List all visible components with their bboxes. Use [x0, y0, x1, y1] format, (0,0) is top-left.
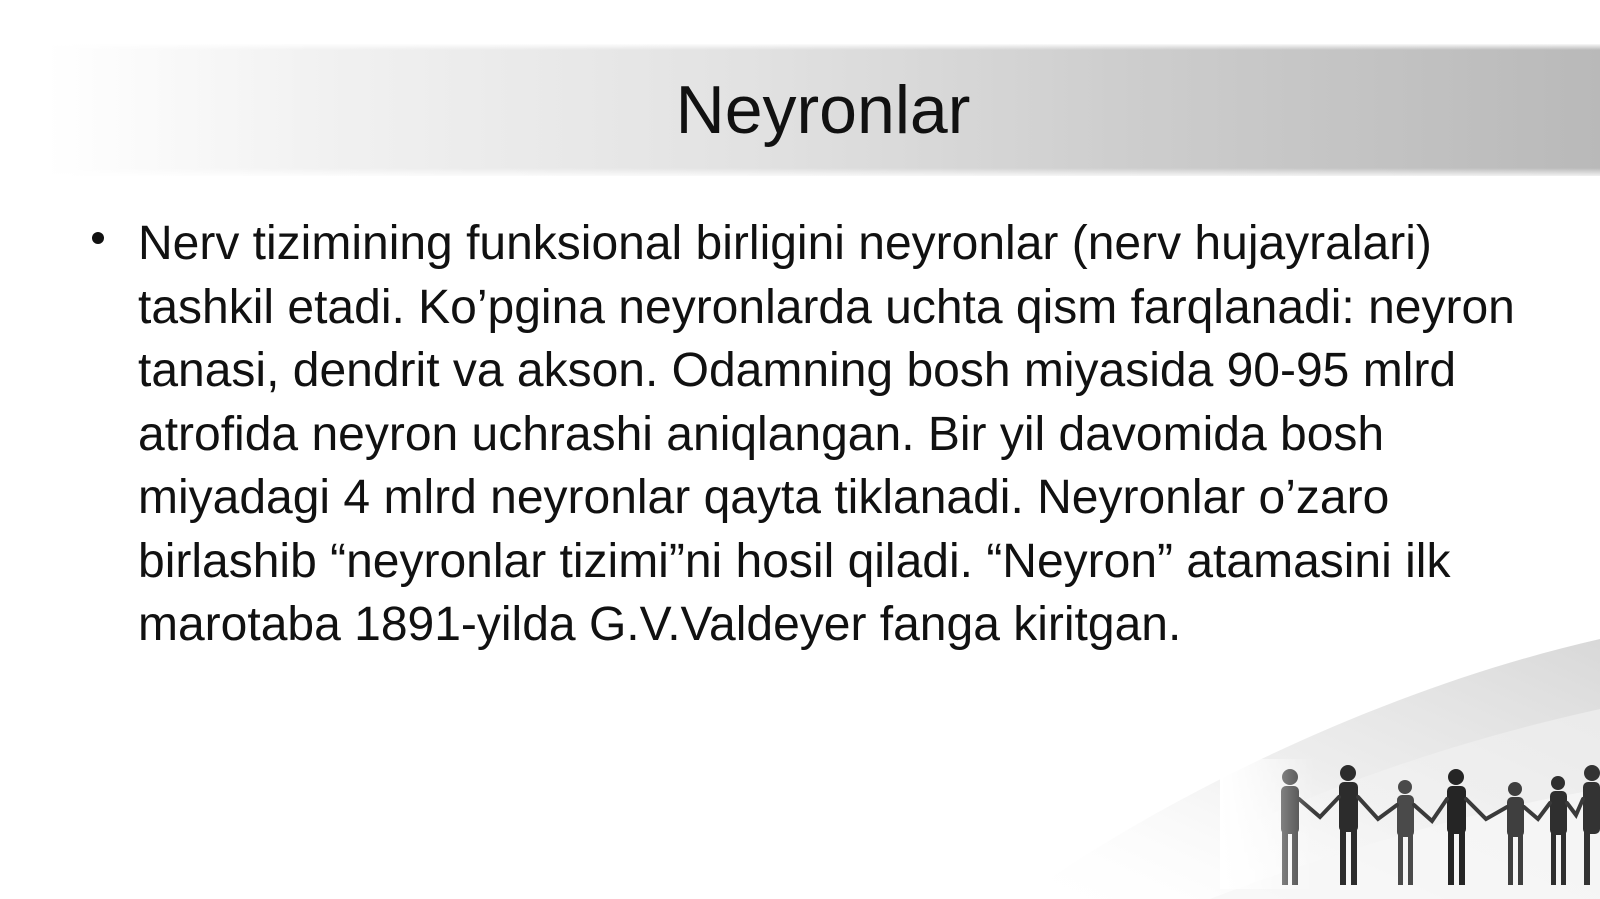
content-area	[86, 212, 1516, 657]
bullet-point-icon	[92, 232, 104, 244]
bullet-item	[86, 212, 1516, 657]
slide-title: Neyronlar	[675, 72, 971, 148]
people-holding-hands-image	[1220, 759, 1600, 889]
bullet-text: Nerv tizimining funksional birligini neyronlar (nerv hujayralari) tashkil etadi. Ko’pgina neyronlarda uchta qism farqlanadi: neyron tanasi, dendrit va akson. Odamning bosh miyasida 90-95 mlrd atrofida neyron uchrashi aniqlangan. Bir yil davomida bosh miyadagi 4 mlrd neyronlar qayta tiklanadi. Neyronlar o’zaro birlashib “neyronlar tizimi”ni hosil qiladi. “Neyron” atamasini ilk marotaba 1891-yilda G.V.Valdeyer fanga kiritgan.	[138, 217, 1515, 651]
